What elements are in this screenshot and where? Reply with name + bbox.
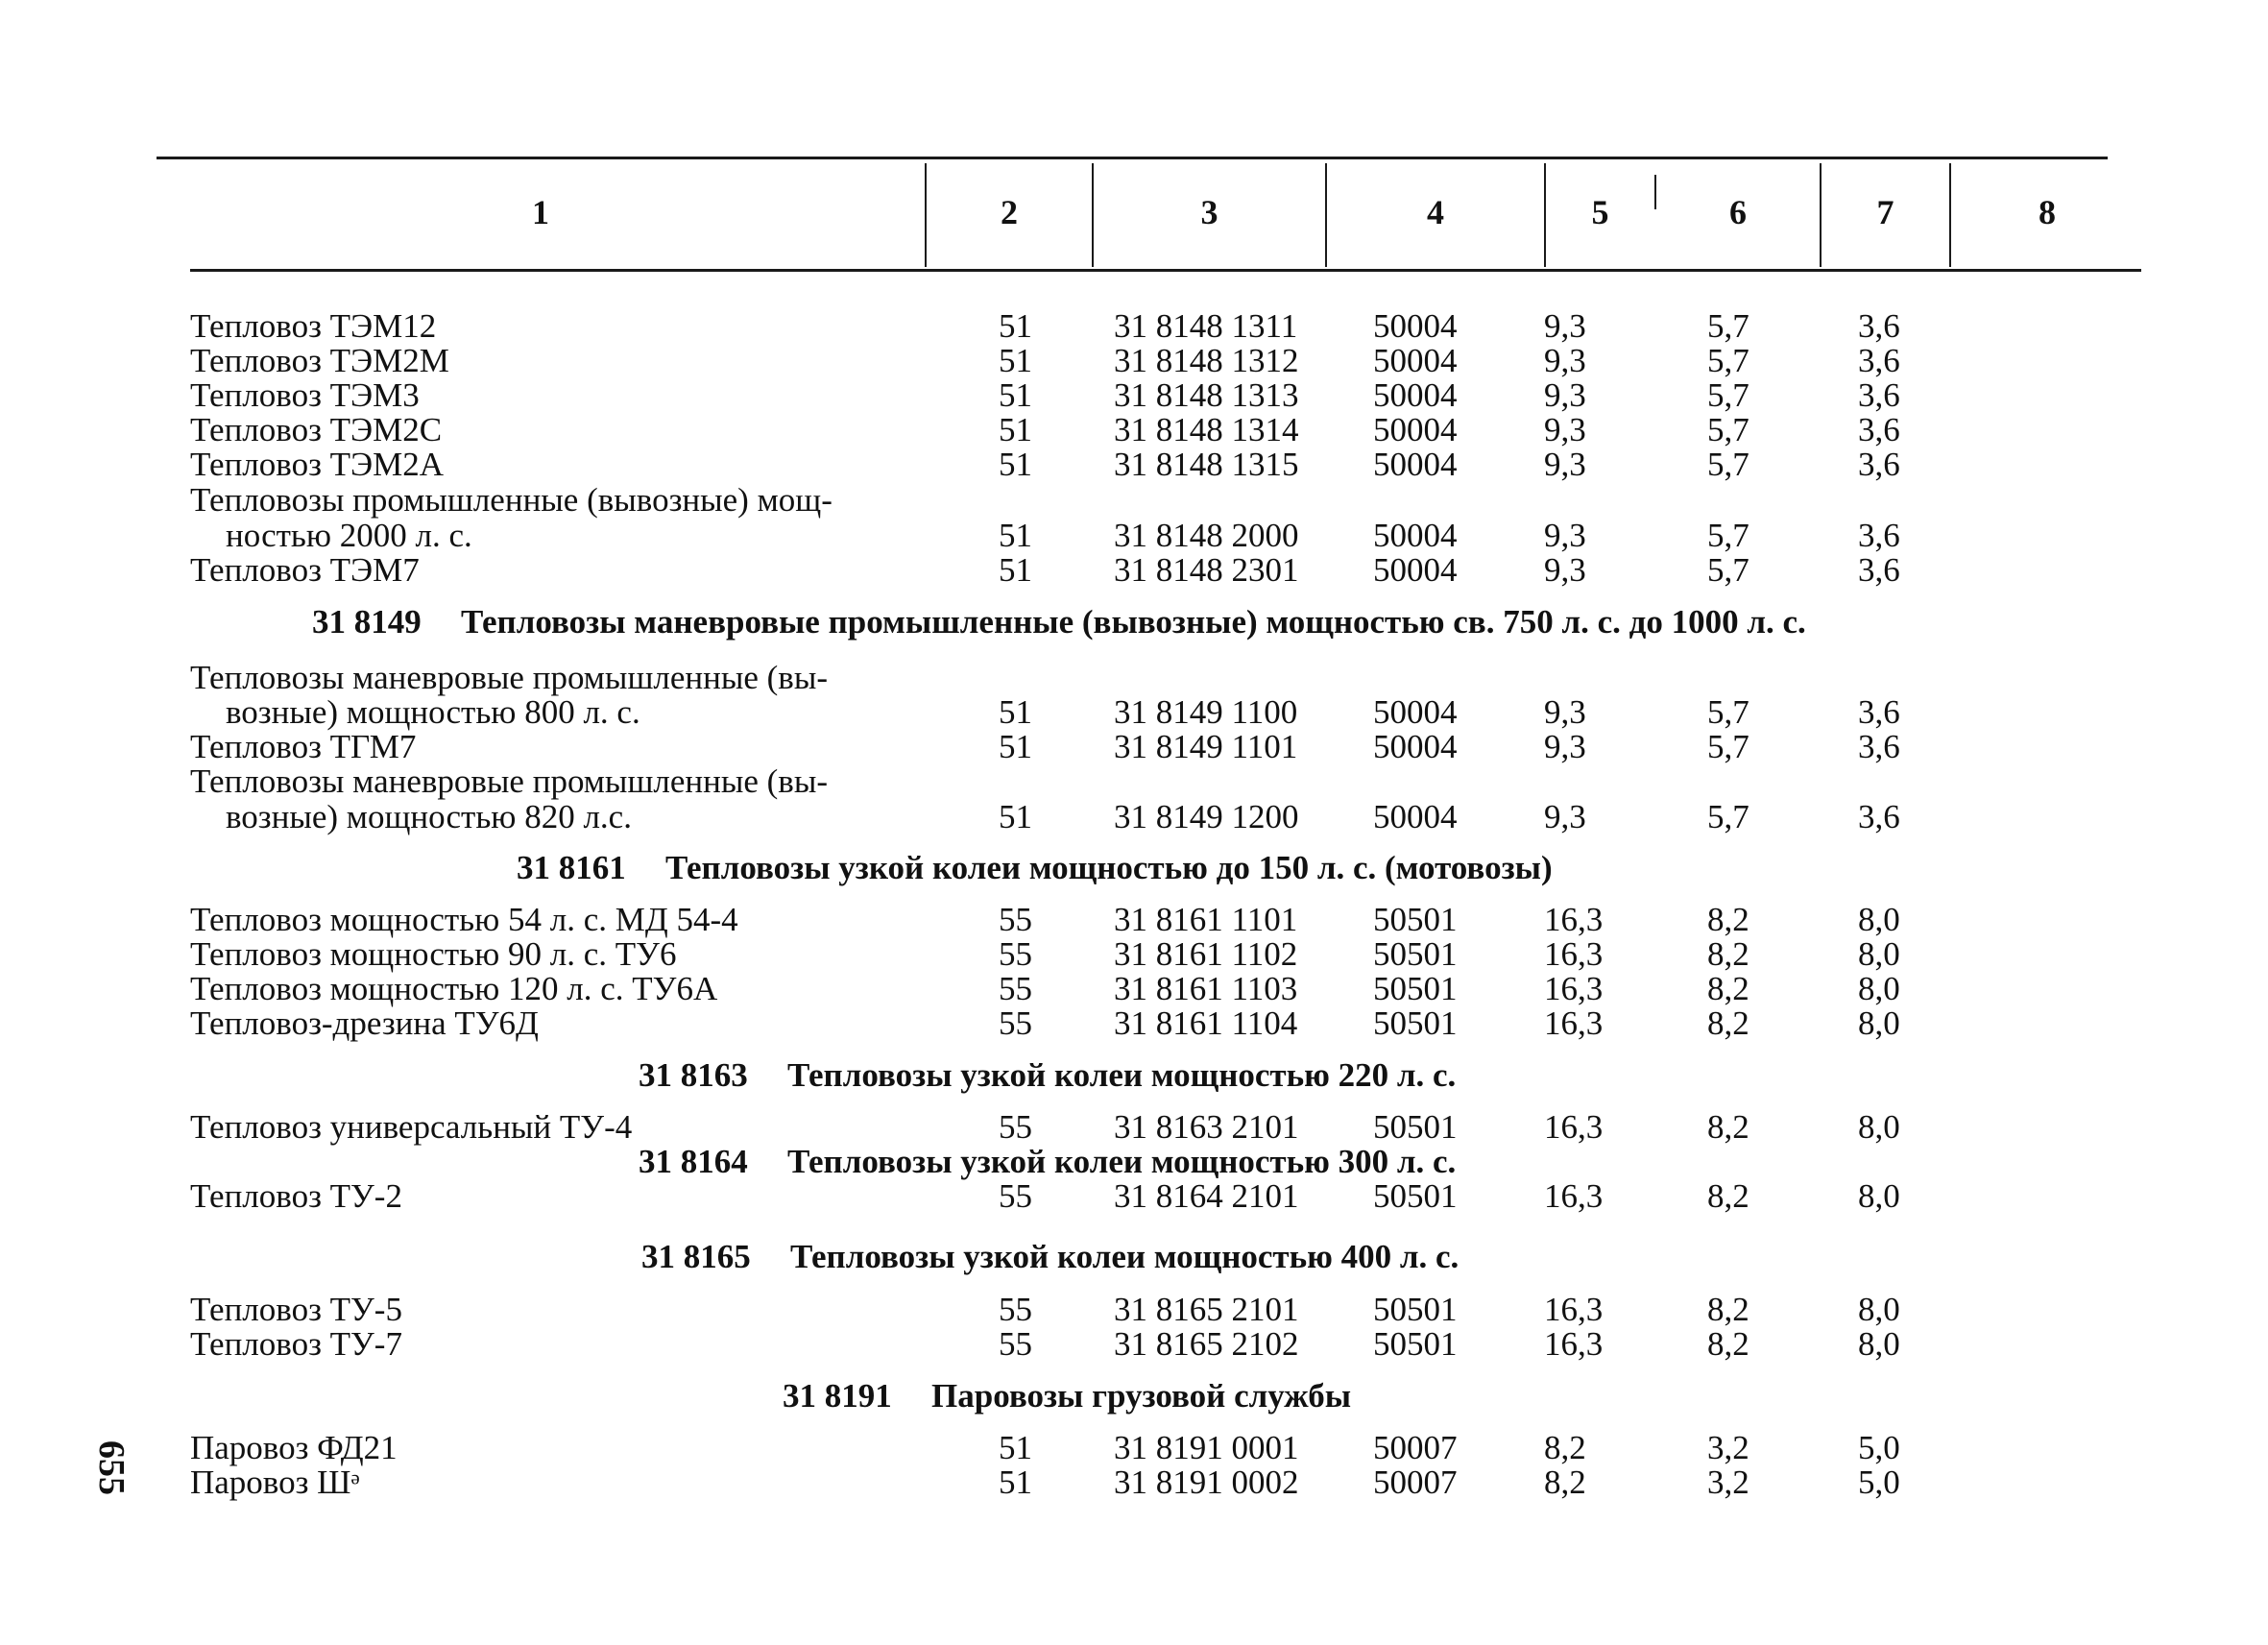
table-row bbox=[0, 553, 2268, 588]
cell-c1: Тепловозы маневровые промышленные (вы- bbox=[190, 659, 829, 696]
cell-c1: Тепловоз мощностью 120 л. с. ТУ6А bbox=[190, 970, 718, 1007]
cell-c6: 8,2 bbox=[1707, 970, 1749, 1007]
cell-c2: 55 bbox=[999, 901, 1032, 938]
cell-c5: 9,3 bbox=[1544, 517, 1586, 554]
section-title: Тепловозы маневровые промышленные (вывозные) мощностью св. 750 л. с. до 1000 л. с. bbox=[461, 603, 1806, 641]
cell-c4: 50004 bbox=[1373, 307, 1458, 345]
cell-c5: 9,3 bbox=[1544, 693, 1586, 731]
row-continuation bbox=[0, 764, 2268, 799]
cell-c7: 3,6 bbox=[1858, 798, 1900, 835]
cell-c3: 31 8165 2102 bbox=[1114, 1325, 1299, 1363]
cell-c2: 51 bbox=[999, 411, 1032, 448]
cell-c5: 9,3 bbox=[1544, 411, 1586, 448]
cell-c6: 5,7 bbox=[1707, 446, 1749, 483]
section-title: Тепловозы узкой колеи мощностью до 150 л. с. (мотовозы) bbox=[665, 849, 1553, 886]
cell-c3: 31 8165 2101 bbox=[1114, 1291, 1299, 1328]
cell-c2: 55 bbox=[999, 1004, 1032, 1042]
cell-c4: 50004 bbox=[1373, 517, 1458, 554]
cell-c4: 50004 bbox=[1373, 446, 1458, 483]
cell-c1: Тепловозы промышленные (вывозные) мощ- bbox=[190, 481, 832, 519]
table-row bbox=[0, 730, 2268, 764]
cell-c3: 31 8148 1314 bbox=[1114, 411, 1299, 448]
table-row bbox=[0, 1006, 2268, 1041]
cell-c2: 51 bbox=[999, 446, 1032, 483]
cell-c7: 3,6 bbox=[1858, 728, 1900, 765]
cell-c1: Тепловоз ТЭМ12 bbox=[190, 307, 437, 345]
table-row bbox=[0, 903, 2268, 937]
cell-c7: 8,0 bbox=[1858, 1004, 1900, 1042]
cell-c3: 31 8161 1104 bbox=[1114, 1004, 1298, 1042]
cell-c5: 16,3 bbox=[1544, 1325, 1604, 1363]
cell-c4: 50007 bbox=[1373, 1464, 1458, 1501]
header-col-4: 4 bbox=[1427, 193, 1444, 231]
cell-c5: 8,2 bbox=[1544, 1464, 1586, 1501]
section-code: 31 8149 bbox=[312, 603, 422, 641]
header-col-1: 1 bbox=[532, 193, 549, 231]
cell-c3: 31 8191 0001 bbox=[1114, 1429, 1299, 1466]
cell-c2: 51 bbox=[999, 693, 1032, 731]
cell-c4: 50501 bbox=[1373, 1325, 1458, 1363]
cell-c1: возные) мощностью 800 л. с. bbox=[226, 693, 640, 731]
cell-c6: 5,7 bbox=[1707, 517, 1749, 554]
cell-c5: 16,3 bbox=[1544, 1177, 1604, 1215]
cell-c6: 8,2 bbox=[1707, 1004, 1749, 1042]
section-code: 31 8165 bbox=[641, 1238, 751, 1275]
cell-c3: 31 8148 1315 bbox=[1114, 446, 1299, 483]
cell-c5: 16,3 bbox=[1544, 1291, 1604, 1328]
cell-c1: Тепловоз ТЭМ3 bbox=[190, 376, 420, 414]
table-row bbox=[0, 695, 2268, 730]
cell-c1: Тепловоз ТЭМ2С bbox=[190, 411, 443, 448]
cell-c4: 50007 bbox=[1373, 1429, 1458, 1466]
cell-c6: 5,7 bbox=[1707, 411, 1749, 448]
cell-c3: 31 8164 2101 bbox=[1114, 1177, 1299, 1215]
cell-c3: 31 8148 1312 bbox=[1114, 342, 1299, 379]
cell-c1: Тепловоз универсальный ТУ-4 bbox=[190, 1108, 633, 1146]
cell-c3: 31 8148 1313 bbox=[1114, 376, 1299, 414]
cell-c2: 51 bbox=[999, 307, 1032, 345]
cell-c1: Тепловоз ТУ-2 bbox=[190, 1177, 402, 1215]
cell-c7: 5,0 bbox=[1858, 1429, 1900, 1466]
cell-c4: 50004 bbox=[1373, 693, 1458, 731]
cell-c4: 50501 bbox=[1373, 1177, 1458, 1215]
cell-c2: 51 bbox=[999, 798, 1032, 835]
section-heading bbox=[0, 1240, 2268, 1274]
section-code: 31 8164 bbox=[639, 1143, 748, 1180]
table-row bbox=[0, 448, 2268, 482]
cell-c5: 8,2 bbox=[1544, 1429, 1586, 1466]
cell-c2: 55 bbox=[999, 1291, 1032, 1328]
header-col-8: 8 bbox=[2039, 193, 2056, 231]
section-title: Тепловозы узкой колеи мощностью 220 л. с. bbox=[787, 1056, 1457, 1094]
section-code: 31 8191 bbox=[783, 1377, 892, 1415]
cell-c4: 50004 bbox=[1373, 376, 1458, 414]
cell-c5: 16,3 bbox=[1544, 1004, 1604, 1042]
cell-c5: 9,3 bbox=[1544, 342, 1586, 379]
cell-c3: 31 8148 1311 bbox=[1114, 307, 1298, 345]
cell-c1: Тепловоз ТУ-7 bbox=[190, 1325, 402, 1363]
cell-c7: 3,6 bbox=[1858, 376, 1900, 414]
table-row bbox=[0, 972, 2268, 1006]
cell-c4: 50501 bbox=[1373, 1108, 1458, 1146]
section-heading bbox=[0, 1379, 2268, 1414]
header-col-7: 7 bbox=[1876, 193, 1894, 231]
table-row bbox=[0, 519, 2268, 553]
table-row bbox=[0, 937, 2268, 972]
cell-c6: 8,2 bbox=[1707, 1177, 1749, 1215]
row-continuation bbox=[0, 483, 2268, 518]
table-row bbox=[0, 800, 2268, 835]
cell-c4: 50501 bbox=[1373, 935, 1458, 973]
table-row bbox=[0, 1431, 2268, 1465]
table-row bbox=[0, 413, 2268, 448]
cell-c6: 5,7 bbox=[1707, 307, 1749, 345]
table-row bbox=[0, 1465, 2268, 1500]
cell-c5: 9,3 bbox=[1544, 798, 1586, 835]
cell-c2: 55 bbox=[999, 935, 1032, 973]
cell-c5: 16,3 bbox=[1544, 901, 1604, 938]
cell-c5: 9,3 bbox=[1544, 728, 1586, 765]
cell-c1: Тепловоз мощностью 54 л. с. МД 54-4 bbox=[190, 901, 738, 938]
section-code: 31 8163 bbox=[639, 1056, 748, 1094]
cell-c4: 50004 bbox=[1373, 798, 1458, 835]
cell-c6: 3,2 bbox=[1707, 1464, 1749, 1501]
table-row bbox=[0, 309, 2268, 344]
cell-c6: 5,7 bbox=[1707, 342, 1749, 379]
table-row bbox=[0, 344, 2268, 378]
cell-c1: Тепловоз ТЭМ2М bbox=[190, 342, 449, 379]
cell-c3: 31 8149 1101 bbox=[1114, 728, 1298, 765]
cell-c1: Паровоз Шᵊ bbox=[190, 1464, 360, 1501]
cell-c1: Тепловозы маневровые промышленные (вы- bbox=[190, 762, 829, 800]
cell-c7: 8,0 bbox=[1858, 1177, 1900, 1215]
cell-c3: 31 8161 1103 bbox=[1114, 970, 1298, 1007]
table-header-bottom-rule bbox=[190, 269, 2141, 272]
cell-c2: 55 bbox=[999, 970, 1032, 1007]
cell-c7: 3,6 bbox=[1858, 411, 1900, 448]
cell-c6: 5,7 bbox=[1707, 376, 1749, 414]
section-heading bbox=[0, 1058, 2268, 1093]
cell-c2: 51 bbox=[999, 342, 1032, 379]
cell-c1: Тепловоз ТЭМ2А bbox=[190, 446, 445, 483]
cell-c7: 8,0 bbox=[1858, 1108, 1900, 1146]
cell-c5: 9,3 bbox=[1544, 307, 1586, 345]
table-row bbox=[0, 1179, 2268, 1214]
header-col-5: 5 bbox=[1591, 193, 1609, 231]
section-heading bbox=[0, 605, 2268, 640]
cell-c1: Паровоз ФД21 bbox=[190, 1429, 398, 1466]
cell-c3: 31 8149 1200 bbox=[1114, 798, 1299, 835]
cell-c7: 8,0 bbox=[1858, 1325, 1900, 1363]
cell-c3: 31 8163 2101 bbox=[1114, 1108, 1299, 1146]
cell-c5: 16,3 bbox=[1544, 935, 1604, 973]
cell-c6: 8,2 bbox=[1707, 1108, 1749, 1146]
cell-c4: 50501 bbox=[1373, 901, 1458, 938]
header-col-6: 6 bbox=[1729, 193, 1747, 231]
section-heading bbox=[0, 1145, 2268, 1179]
cell-c7: 3,6 bbox=[1858, 693, 1900, 731]
cell-c6: 8,2 bbox=[1707, 1291, 1749, 1328]
table-row bbox=[0, 1110, 2268, 1145]
cell-c4: 50501 bbox=[1373, 970, 1458, 1007]
cell-c2: 51 bbox=[999, 551, 1032, 589]
cell-c4: 50004 bbox=[1373, 551, 1458, 589]
section-code: 31 8161 bbox=[517, 849, 626, 886]
cell-c2: 51 bbox=[999, 517, 1032, 554]
cell-c3: 31 8161 1102 bbox=[1114, 935, 1298, 973]
cell-c7: 8,0 bbox=[1858, 901, 1900, 938]
section-title: Тепловозы узкой колеи мощностью 300 л. с. bbox=[787, 1143, 1457, 1180]
header-col-2: 2 bbox=[1001, 193, 1018, 231]
cell-c6: 5,7 bbox=[1707, 551, 1749, 589]
cell-c7: 8,0 bbox=[1858, 1291, 1900, 1328]
cell-c1: Тепловоз ТГМ7 bbox=[190, 728, 417, 765]
table-top-rule bbox=[157, 157, 2108, 159]
cell-c5: 9,3 bbox=[1544, 376, 1586, 414]
cell-c7: 3,6 bbox=[1858, 446, 1900, 483]
header-col-3: 3 bbox=[1200, 193, 1218, 231]
cell-c6: 5,7 bbox=[1707, 693, 1749, 731]
table-row bbox=[0, 1293, 2268, 1327]
cell-c7: 8,0 bbox=[1858, 935, 1900, 973]
cell-c4: 50501 bbox=[1373, 1291, 1458, 1328]
cell-c2: 55 bbox=[999, 1108, 1032, 1146]
cell-c2: 55 bbox=[999, 1325, 1032, 1363]
section-title: Паровозы грузовой службы bbox=[931, 1377, 1352, 1415]
cell-c6: 5,7 bbox=[1707, 728, 1749, 765]
cell-c5: 16,3 bbox=[1544, 970, 1604, 1007]
cell-c3: 31 8148 2301 bbox=[1114, 551, 1299, 589]
cell-c6: 8,2 bbox=[1707, 1325, 1749, 1363]
cell-c7: 8,0 bbox=[1858, 970, 1900, 1007]
cell-c4: 50501 bbox=[1373, 1004, 1458, 1042]
cell-c4: 50004 bbox=[1373, 342, 1458, 379]
cell-c5: 9,3 bbox=[1544, 446, 1586, 483]
cell-c1: Тепловоз-дрезина ТУ6Д bbox=[190, 1004, 539, 1042]
cell-c5: 9,3 bbox=[1544, 551, 1586, 589]
section-heading bbox=[0, 851, 2268, 885]
cell-c7: 5,0 bbox=[1858, 1464, 1900, 1501]
cell-c7: 3,6 bbox=[1858, 307, 1900, 345]
section-title: Тепловозы узкой колеи мощностью 400 л. с. bbox=[790, 1238, 1460, 1275]
table-row bbox=[0, 1327, 2268, 1362]
cell-c7: 3,6 bbox=[1858, 551, 1900, 589]
cell-c5: 16,3 bbox=[1544, 1108, 1604, 1146]
cell-c6: 5,7 bbox=[1707, 798, 1749, 835]
cell-c1: Тепловоз мощностью 90 л. с. ТУ6 bbox=[190, 935, 677, 973]
cell-c7: 3,6 bbox=[1858, 342, 1900, 379]
cell-c6: 3,2 bbox=[1707, 1429, 1749, 1466]
cell-c2: 51 bbox=[999, 1464, 1032, 1501]
cell-c7: 3,6 bbox=[1858, 517, 1900, 554]
cell-c2: 51 bbox=[999, 1429, 1032, 1466]
row-continuation bbox=[0, 661, 2268, 695]
cell-c1: Тепловоз ТУ-5 bbox=[190, 1291, 402, 1328]
cell-c1: возные) мощностью 820 л.с. bbox=[226, 798, 632, 835]
cell-c1: ностью 2000 л. с. bbox=[226, 517, 472, 554]
cell-c3: 31 8148 2000 bbox=[1114, 517, 1299, 554]
cell-c2: 51 bbox=[999, 376, 1032, 414]
cell-c3: 31 8149 1100 bbox=[1114, 693, 1298, 731]
cell-c4: 50004 bbox=[1373, 411, 1458, 448]
cell-c6: 8,2 bbox=[1707, 901, 1749, 938]
cell-c3: 31 8161 1101 bbox=[1114, 901, 1298, 938]
cell-c6: 8,2 bbox=[1707, 935, 1749, 973]
cell-c1: Тепловоз ТЭМ7 bbox=[190, 551, 420, 589]
cell-c3: 31 8191 0002 bbox=[1114, 1464, 1299, 1501]
cell-c4: 50004 bbox=[1373, 728, 1458, 765]
cell-c2: 55 bbox=[999, 1177, 1032, 1215]
cell-c2: 51 bbox=[999, 728, 1032, 765]
table-row bbox=[0, 378, 2268, 413]
page-number: 655 bbox=[91, 1440, 132, 1495]
